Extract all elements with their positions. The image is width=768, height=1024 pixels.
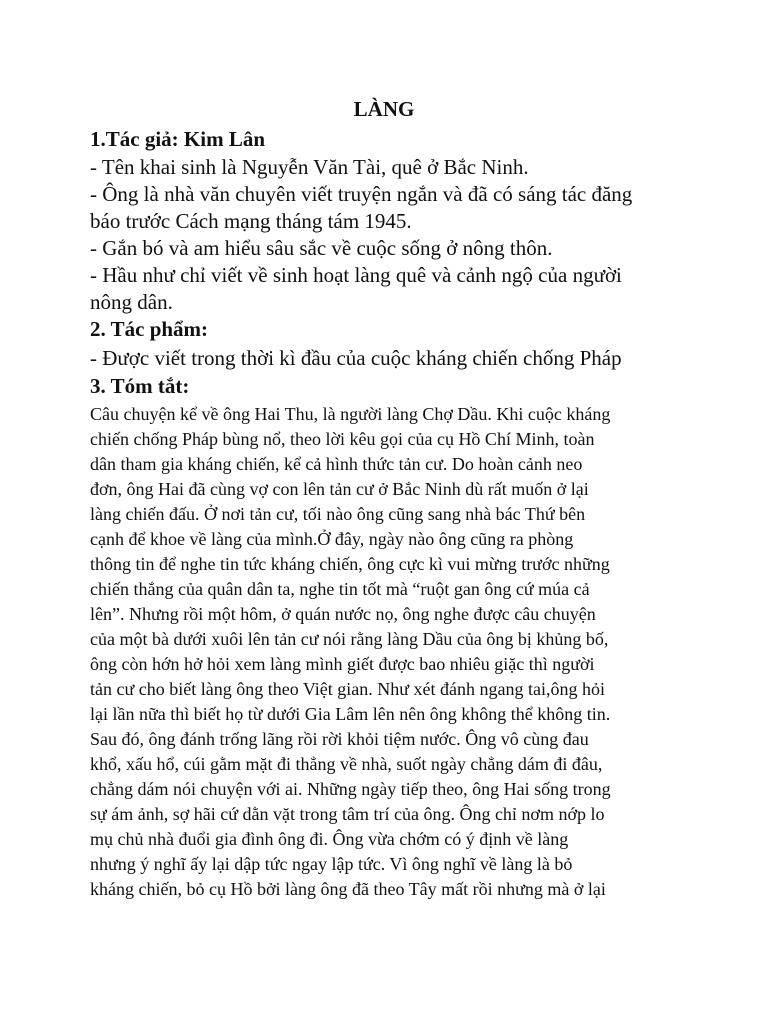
summary-line: dân tham gia kháng chiến, kể cả hình thức tản cư. Do hoàn cảnh neo [90, 454, 583, 474]
author-line: báo trước Cách mạng tháng tám 1945. [90, 209, 412, 233]
summary-line: chiến chống Pháp bùng nổ, theo lời kêu gọi của cụ Hồ Chí Minh, toàn [90, 429, 595, 449]
summary-line: chẳng dám nói chuyện với ai. Những ngày tiếp theo, ông Hai sống trong [90, 779, 611, 799]
summary-line: chiến thắng của quân dân ta, nghe tin tốt mà “ruột gan ông cứ múa cả [90, 579, 590, 599]
summary-line: đơn, ông Hai đã cùng vợ con lên tản cư ở Bắc Ninh dù rất muốn ở lại [90, 479, 589, 499]
section-heading-author: 1.Tác giả: Kim Lân [90, 127, 266, 151]
summary-line: ông còn hớn hở hỏi xem làng mình giết được bao nhiêu giặc thì người [90, 654, 595, 674]
summary-line: Sau đó, ông đánh trống lãng rồi rời khỏi tiệm nước. Ông vô cùng đau [90, 729, 589, 749]
author-line: - Tên khai sinh là Nguyễn Văn Tài, quê ở Bắc Ninh. [90, 155, 529, 179]
author-line: - Gắn bó và am hiểu sâu sắc về cuộc sống ở nông thôn. [90, 236, 553, 260]
summary-line: lên”. Nhưng rồi một hôm, ở quán nước nọ, ông nghe được câu chuyện [90, 604, 596, 624]
summary-line: lại lần nữa thì biết họ từ dưới Gia Lâm lên nên ông không thể không tin. [90, 704, 611, 724]
summary-line: nhưng ý nghĩ ấy lại dập tức ngay lập tức. Vì ông nghĩ về làng là bỏ [90, 854, 573, 874]
summary-line: mụ chủ nhà đuổi gia đình ông đi. Ông vừa chớm có ý định về làng [90, 829, 569, 849]
author-line: nông dân. [90, 290, 173, 314]
summary-line: Câu chuyện kể về ông Hai Thu, là người làng Chợ Dầu. Khi cuộc kháng [90, 404, 611, 424]
summary-line: thông tin để nghe tin tức kháng chiến, ông cực kì vui mừng trước những [90, 554, 610, 574]
summary-line: khổ, xấu hổ, cúi gằm mặt đi thẳng về nhà, suốt ngày chẳng dám đi đâu, [90, 754, 603, 774]
summary-line: tản cư cho biết làng ông theo Việt gian. Như xét đánh ngang tai,ông hỏi [90, 679, 605, 699]
author-line: - Ông là nhà văn chuyên viết truyện ngắn và đã có sáng tác đăng [90, 182, 633, 206]
summary-line: cạnh để khoe về làng của mình.Ở đây, ngày nào ông cũng ra phòng [90, 529, 574, 549]
document-title: LÀNG [353, 97, 415, 121]
summary-line: kháng chiến, bỏ cụ Hồ bởi làng ông đã theo Tây mất rồi nhưng mà ở lại [90, 879, 606, 899]
summary-line: sự ám ảnh, sợ hãi cứ dằn vặt trong tâm trí của ông. Ông chỉ nơm nớp lo [90, 804, 605, 824]
work-line: - Được viết trong thời kì đầu của cuộc kháng chiến chống Pháp [90, 346, 622, 370]
author-line: - Hầu như chỉ viết về sinh hoạt làng quê và cảnh ngộ của người [90, 263, 622, 287]
summary-line: của một bà dưới xuôi lên tản cư nói rằng làng Dầu của ông bị khủng bố, [90, 629, 609, 649]
section-heading-work: 2. Tác phẩm: [90, 317, 209, 341]
summary-line: làng chiến đấu. Ở nơi tản cư, tối nào ông cũng sang nhà bác Thứ bên [90, 504, 586, 524]
section-heading-summary: 3. Tóm tắt: [90, 374, 190, 398]
